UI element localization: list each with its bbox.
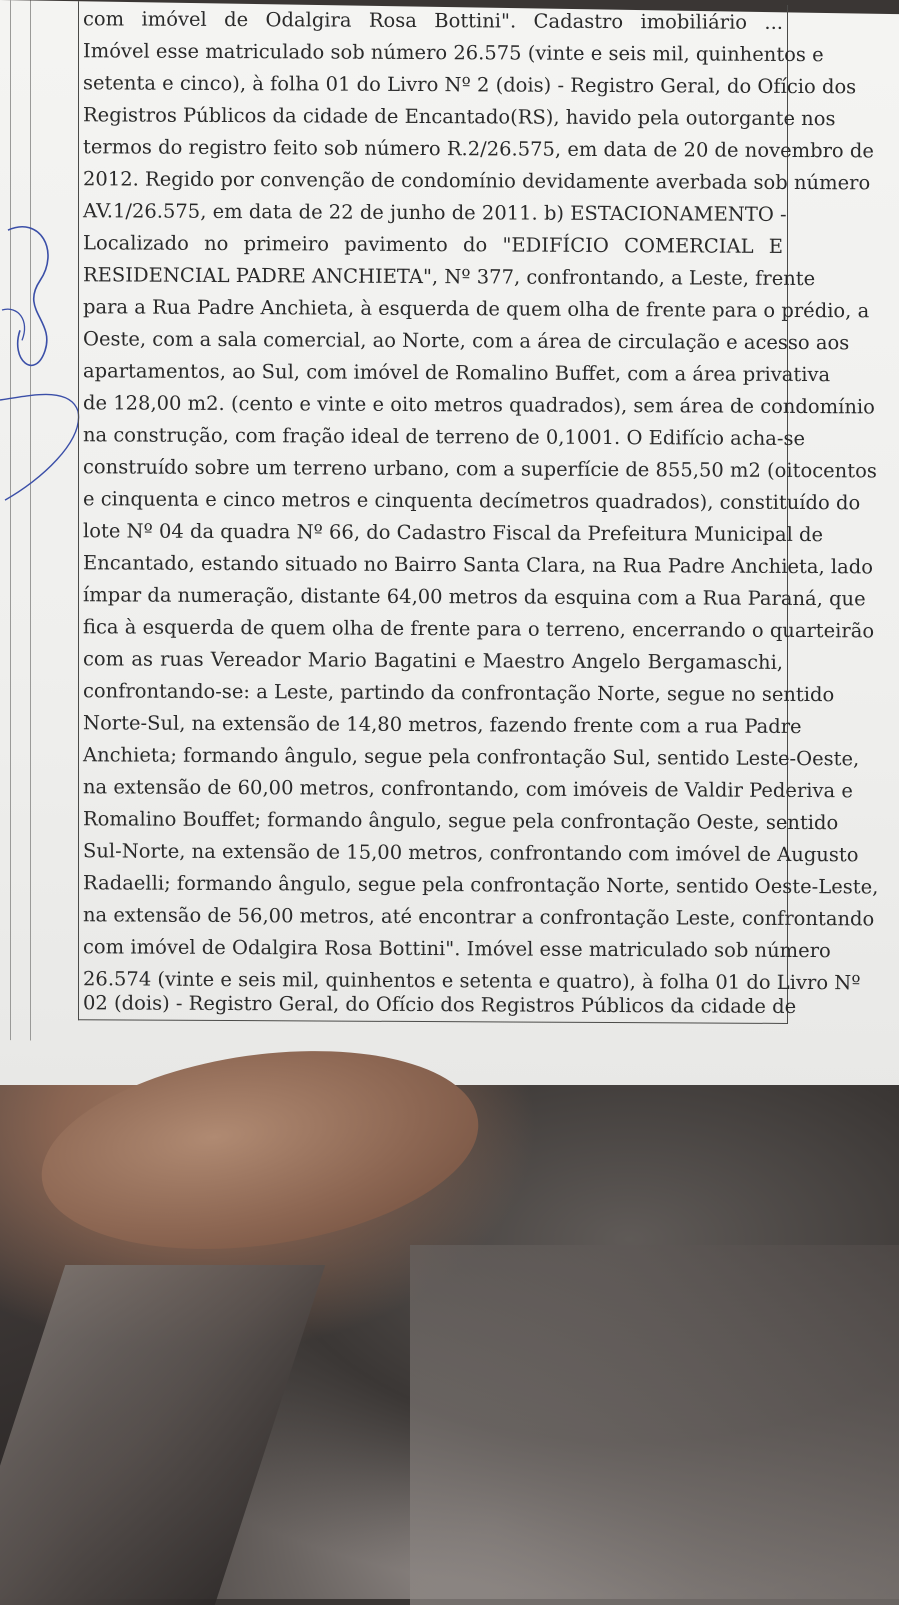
text-line: e cinquenta e cinco metros e cinquenta decímetros quadrados), constituído do	[83, 487, 861, 515]
text-line: Registros Públicos da cidade de Encantado(RS), havido pela outorgante nos	[83, 103, 836, 131]
text-line: RESIDENCIAL PADRE ANCHIETA", Nº 377, confrontando, a Leste, frente	[83, 263, 816, 291]
text-line: Romalino Bouffet; formando ângulo, segue pela confrontação Oeste, sentido	[83, 807, 839, 835]
background-photo-area	[0, 1085, 899, 1599]
text-line: ímpar da numeração, distante 64,00 metros da esquina com a Rua Paraná, que	[83, 583, 866, 611]
text-line: com imóvel de Odalgira Rosa Bottini". Imóvel esse matriculado sob número	[83, 935, 831, 963]
text-line: com as ruas Vereador Mario Bagatini e Maestro Angelo Bergamaschi,	[83, 647, 783, 674]
margin-rule	[10, 0, 11, 1040]
text-line: construído sobre um terreno urbano, com a superfície de 855,50 m2 (oitocentos	[83, 455, 877, 483]
pen-annotation-icon	[0, 210, 80, 511]
text-line: termos do registro feito sob número R.2/26.575, em data de 20 de novembro de	[83, 135, 874, 163]
margin-rule	[30, 0, 31, 1040]
text-line: Oeste, com a sala comercial, ao Norte, com a área de circulação e acesso aos	[83, 327, 850, 355]
text-line: 02 (dois) - Registro Geral, do Ofício dos Registros Públicos da cidade de	[83, 991, 797, 1018]
text-line: apartamentos, ao Sul, com imóvel de Romalino Buffet, com a área privativa	[83, 359, 831, 387]
registry-text-block	[78, 1, 879, 1024]
text-line: lote Nº 04 da quadra Nº 66, do Cadastro Fiscal da Prefeitura Municipal de	[83, 519, 824, 547]
fabric-fold	[410, 1245, 899, 1605]
text-line: AV.1/26.575, em data de 22 de junho de 2011. b) ESTACIONAMENTO -	[83, 199, 787, 226]
text-line: na extensão de 56,00 metros, até encontrar a confrontação Leste, confrontando	[83, 903, 875, 931]
text-line: na construção, com fração ideal de terreno de 0,1001. O Edifício acha-se	[83, 423, 806, 451]
fabric-fold	[0, 1265, 325, 1605]
text-line: Sul-Norte, na extensão de 15,00 metros, confrontando com imóvel de Augusto	[83, 839, 859, 867]
text-line: na extensão de 60,00 metros, confrontando, com imóveis de Valdir Pederiva e	[83, 775, 853, 803]
text-line: Anchieta; formando ângulo, segue pela confrontação Sul, sentido Leste-Oeste,	[83, 743, 860, 771]
text-line: setenta e cinco), à folha 01 do Livro Nº 2 (dois) - Registro Geral, do Ofício dos	[83, 71, 857, 99]
text-line: Radaelli; formando ângulo, segue pela confrontação Norte, sentido Oeste-Leste,	[83, 871, 879, 899]
text-line: Encantado, estando situado no Bairro Santa Clara, na Rua Padre Anchieta, lado	[83, 551, 873, 579]
text-line: com imóvel de Odalgira Rosa Bottini". Cadastro imobiliário ...	[83, 7, 783, 34]
text-line: Imóvel esse matriculado sob número 26.575 (vinte e seis mil, quinhentos e	[83, 39, 824, 67]
text-line: confrontando-se: a Leste, partindo da confrontação Norte, segue no sentido	[83, 679, 835, 707]
text-line: fica à esquerda de quem olha de frente para o terreno, encerrando o quarteirão	[83, 615, 875, 643]
text-line: de 128,00 m2. (cento e vinte e oito metros quadrados), sem área de condomínio	[83, 391, 875, 419]
text-line: 2012. Regido por convenção de condomínio devidamente averbada sob número	[83, 167, 871, 195]
text-line: Norte-Sul, na extensão de 14,80 metros, fazendo frente com a rua Padre	[83, 711, 802, 739]
text-line: 26.574 (vinte e seis mil, quinhentos e setenta e quatro), à folha 01 do Livro Nº	[83, 967, 861, 995]
text-line: Localizado no primeiro pavimento do "EDIFÍCIO COMERCIAL E	[83, 231, 783, 258]
text-line: para a Rua Padre Anchieta, à esquerda de quem olha de frente para o prédio, a	[83, 295, 870, 323]
